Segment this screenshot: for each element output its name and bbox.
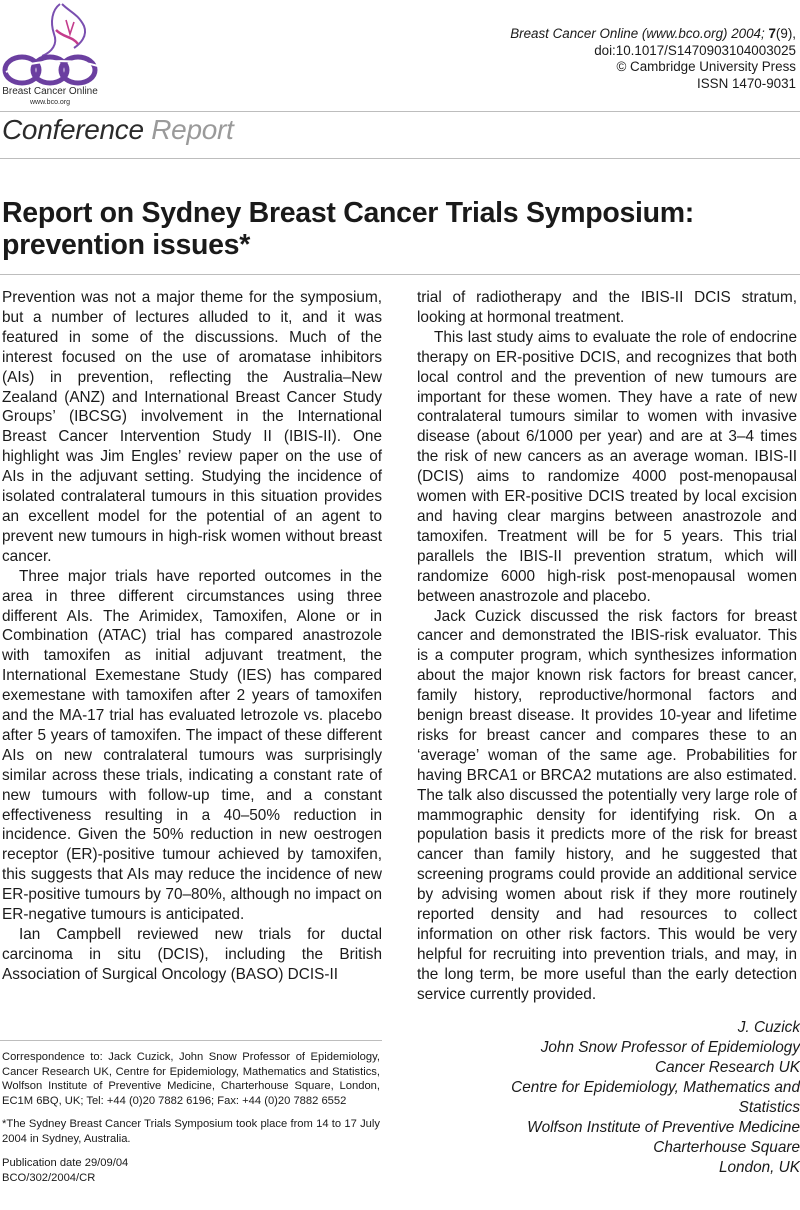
journal-logo <box>0 0 112 108</box>
author-affiliation: Wolfson Institute of Preventive Medicine <box>527 1119 800 1136</box>
logo-name: Breast Cancer Online <box>2 86 98 97</box>
paragraph: trial of radiotherapy and the IBIS-II DCIS stratum, looking at hormonal treatment. <box>417 289 797 326</box>
correspondence-note: Correspondence to: Jack Cuzick, John Snow Professor of Epidemiology, Cancer Research UK, Centre for Epidemiology, Mathematics and Statistics, Wolfson Institute of Preventive Medicine, Charterhouse Square, London, EC1M 6BQ, UK; Tel: +44 (0)20 7882 6196; Fax: +44 (0)20 7882 6552 <box>2 1051 380 1107</box>
publication-date: Publication date 29/09/04 <box>2 1157 129 1169</box>
paragraph: Prevention was not a major theme for the symposium, but a number of lectures alluded to it, and it was featured in some of the discussions. Much of the interest focused on the use of aromatase inhibitors (AIs) in prevention, reflecting the Australia–New Zealand (ANZ) and International Breast Cancer Study Groups’ (IBCSG) involvement in the International Breast Cancer Intervention Study II (IBIS-II). One highlight was Jim Engles’ review paper on the use of AIs in the adjuvant setting. Studying the incidence of isolated contralateral tumours in this situation provides an excellent model for the potential of an agent to prevent new tumours in high-risk women without breast cancer. <box>2 289 382 565</box>
copyright: © Cambridge University Press <box>616 59 796 74</box>
section-divider <box>0 158 800 159</box>
article-reference: BCO/302/2004/CR <box>2 1171 96 1184</box>
section-word-conference: Conference <box>2 114 144 145</box>
author-affiliation: Cancer Research UK <box>655 1059 800 1076</box>
doi: doi:10.1017/S1470903104003025 <box>594 42 796 58</box>
author-affiliation: Charterhouse Square <box>653 1139 800 1156</box>
header-divider <box>0 111 800 112</box>
title-line-2: prevention issues* <box>2 229 251 261</box>
article-title <box>2 197 792 261</box>
section-label <box>2 114 234 146</box>
issue: (9), <box>775 26 796 41</box>
title-divider <box>0 274 800 275</box>
title-line-1: Report on Sydney Breast Cancer Trials Symposium: <box>2 197 694 229</box>
paragraph: Jack Cuzick discussed the risk factors for breast cancer and demonstrated the IBIS-risk evaluator. This is a computer program, which synthesizes information about the major known risk factors for breast cancer, family history, reproductive/hormonal factors and benign breast disease. It provides 10-year and lifetime risks for breast cancer and compares these to an ‘average’ woman of the same age. Probabilities for having BRCA1 or BRCA2 mutations are also estimated. The talk also discussed the potentially very large role of mammographic density for identifying risk. On a population basis it predicts more of the risk for breast cancer than family history, and he suggested that screening programs could provide an additional service by advising women about risk if they more routinely reported density and had resources to collect information on other risk factors. This would be very helpful for recruiting into prevention trials, and may, in the long term, be more useful than the early detection service currently provided. <box>417 607 797 1003</box>
journal-info <box>510 26 796 92</box>
author-signature <box>420 1018 800 1178</box>
author-name: J. Cuzick <box>737 1019 800 1036</box>
symposium-note: *The Sydney Breast Cancer Trials Symposium took place from 14 to 17 July 2004 in Sydney, Australia. <box>2 1118 380 1145</box>
section-word-report: Report <box>151 114 234 145</box>
left-column <box>2 288 382 985</box>
breast-cancer-online-logo-icon <box>0 0 112 90</box>
paragraph: Ian Campbell reviewed new trials for ductal carcinoma in situ (DCIS), including the British Association of Surgical Oncology (BASO) DCIS-II <box>2 926 382 983</box>
volume: 7 <box>768 26 776 41</box>
paragraph: Three major trials have reported outcomes in the area in three different circumstances using three different AIs. The Arimidex, Tamoxifen, Alone or in Combination (ATAC) trial has compared anastrozole with tamoxifen as initial adjuvant treatment, the International Exemestane Study (IES) has compared exemestane with tamoxifen after 2 years of tamoxifen and the MA-17 trial has evaluated letrozole vs. placebo after 5 years of tamoxifen. The impact of these different AIs on new contralateral tumours was surprisingly similar across these trials, indicating a constant rate of new tumours with follow-up time, and a constant effectiveness resulting in a 40–50% reduction in incidence. Given the 50% reduction in new oestrogen receptor (ER)-positive tumour achieved by tamoxifen, this suggests that AIs may reduce the incidence of new ER-positive tumours by 70–80%, although no impact on ER-negative tumours is anticipated. <box>2 567 382 924</box>
footnote-divider <box>0 1040 382 1041</box>
author-affiliation: Centre for Epidemiology, Mathematics and <box>511 1079 800 1096</box>
author-affiliation: John Snow Professor of Epidemiology <box>540 1039 800 1056</box>
issn: ISSN 1470-9031 <box>696 75 796 91</box>
author-affiliation: Statistics <box>738 1099 800 1116</box>
author-affiliation: London, UK <box>718 1159 800 1176</box>
right-column <box>417 288 797 1005</box>
journal-line: Breast Cancer Online (www.bco.org) 2004; <box>510 26 769 41</box>
footnotes <box>2 1050 380 1185</box>
paragraph: This last study aims to evaluate the role of endocrine therapy on ER-positive DCIS, and recognizes that both local control and the prevention of new tumours are important for these women. They have a rate of new contralateral tumours similar to women with invasive disease (about 6/1000 per year) and are at 3–4 times the risk of new cancers as an average woman. IBIS-II (DCIS) aims to randomize 4000 post-menopausal women with ER-positive DCIS treated by local excision and having clear margins between anastrozole and tamoxifen. Treatment will be for 5 years. This trial parallels the IBIS-II prevention stratum, which will randomize 6000 high-risk post-menopausal women between anastrozole and placebo. <box>417 328 797 605</box>
logo-url: www.bco.org <box>29 99 71 106</box>
journal-citation <box>510 26 796 43</box>
